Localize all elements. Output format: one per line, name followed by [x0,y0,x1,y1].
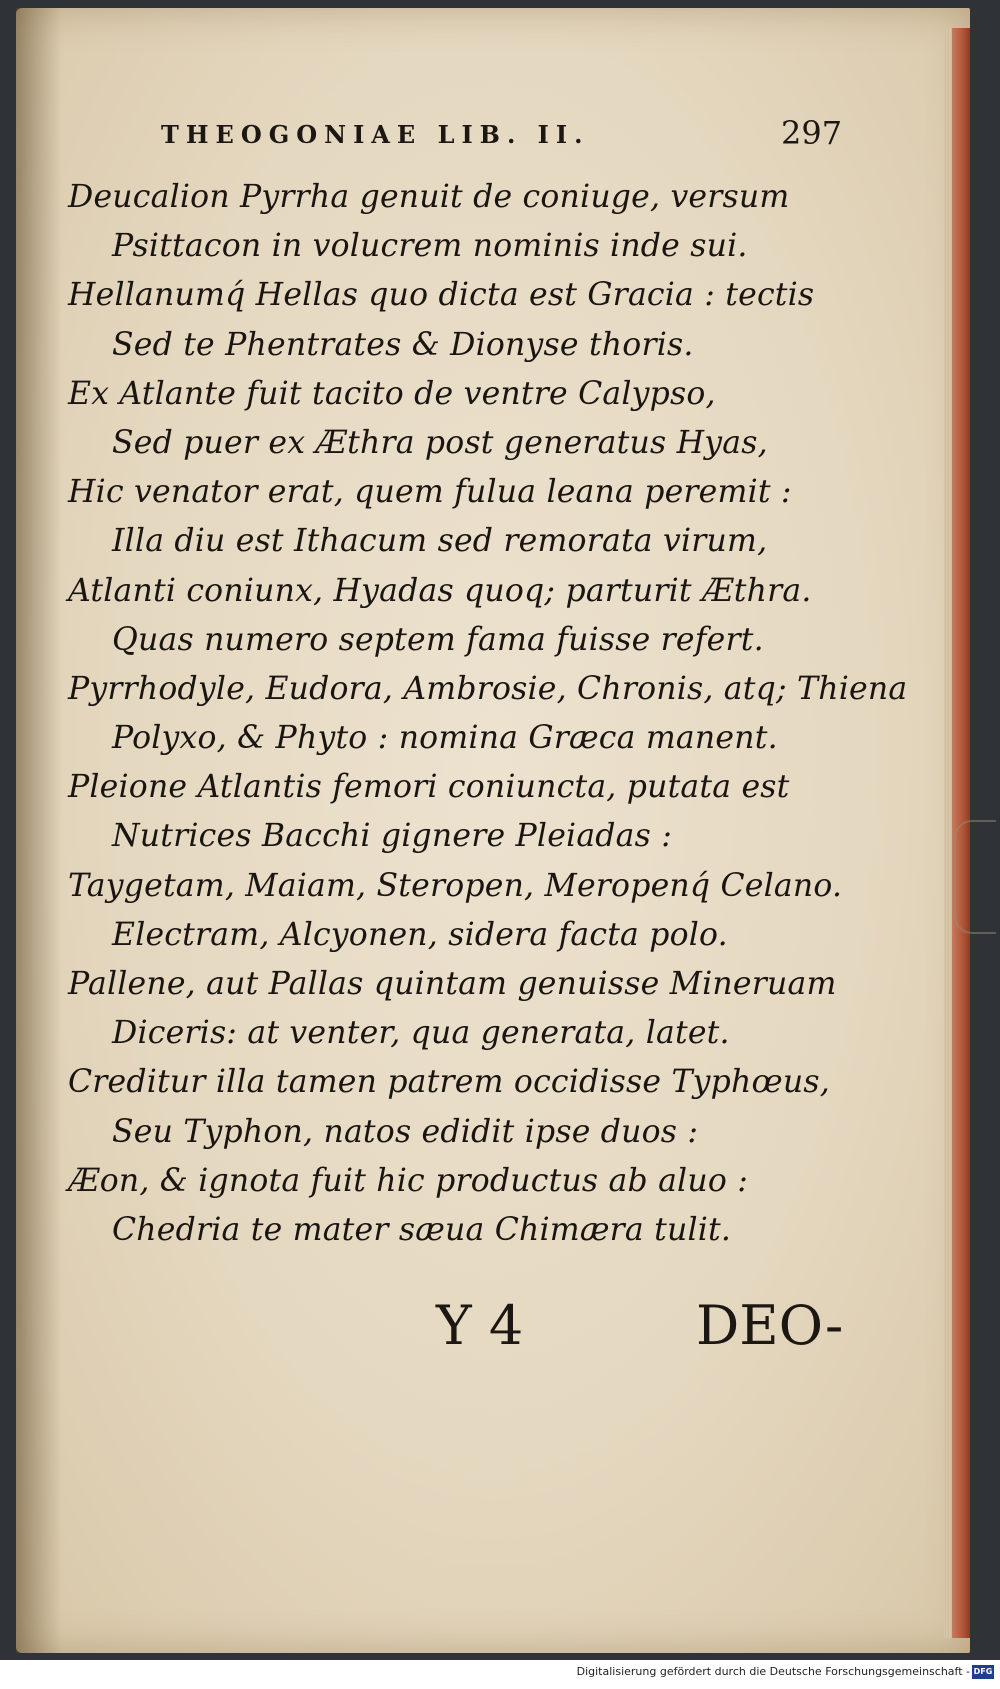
verse-line: Æon, & ignota fuit hic productus ab aluo : [68,1162,749,1199]
verse-line: Taygetam, Maiam, Steropen, Meropenq́ Celano. [68,867,843,904]
verse-block [68,173,918,1255]
page-gutter-shadow [16,8,62,1653]
verse-line: Polyxo, & Phyto : nomina Græca manent. [112,720,778,757]
verse-line: Psittacon in volucrem nominis inde sui. [112,228,748,265]
book-page [16,8,970,1653]
verse-line: Seu Typhon, natos edidit ipse duos : [112,1113,699,1150]
verse-line: Pallene, aut Pallas quintam genuisse Mineruam [68,966,837,1002]
page-header [161,114,861,160]
page-footer [436,1294,916,1364]
running-head: THEOGONIAE LIB. II. [161,120,590,149]
clip-mark [954,820,996,934]
verse-line: Quas numero septem fama fuisse refert. [112,621,764,658]
verse-line: Sed te Phentrates & Dionyse thoris. [112,326,694,363]
verse-line: Diceris: at venter, qua generata, latet. [112,1015,730,1052]
page-number: 297 [781,114,843,152]
verse-line: Hellanumq́ Hellas quo dicta est Gracia : tectis [68,277,815,314]
verse-line: Creditur illa tamen patrem occidisse Typhœus, [68,1064,830,1101]
verse-line: Nutrices Bacchi gignere Pleiadas : [112,818,673,855]
dfg-logo: DFG [972,1665,994,1679]
verse-line: Ex Atlante fuit tacito de ventre Calypso, [68,375,716,412]
catchword: DEO- [696,1294,844,1357]
verse-line: Chedria te mater sæua Chimæra tulit. [112,1211,732,1248]
verse-line: Illa diu est Ithacum sed remorata virum, [112,523,768,560]
page-edges [944,28,952,1638]
verse-line: Sed puer ex Æthra post generatus Hyas, [112,424,768,461]
verse-line: Pyrrhodyle, Eudora, Ambrosie, Chronis, atq; Thiena [68,670,908,707]
verse-line: Deucalion Pyrrha genuit de coniuge, versum [68,179,790,215]
digitization-credit: Digitalisierung gefördert durch die Deutsche Forschungsgemeinschaft - [576,1665,970,1678]
signature-mark: Y 4 [436,1294,524,1357]
verse-line: Atlanti coniunx, Hyadas quoq; parturit Æthra. [68,572,812,609]
verse-line: Electram, Alcyonen, sidera facta polo. [112,916,728,953]
verse-line: Pleione Atlantis femori coniuncta, putata est [68,769,790,806]
verse-line: Hic venator erat, quem fulua leana peremit : [68,474,792,511]
